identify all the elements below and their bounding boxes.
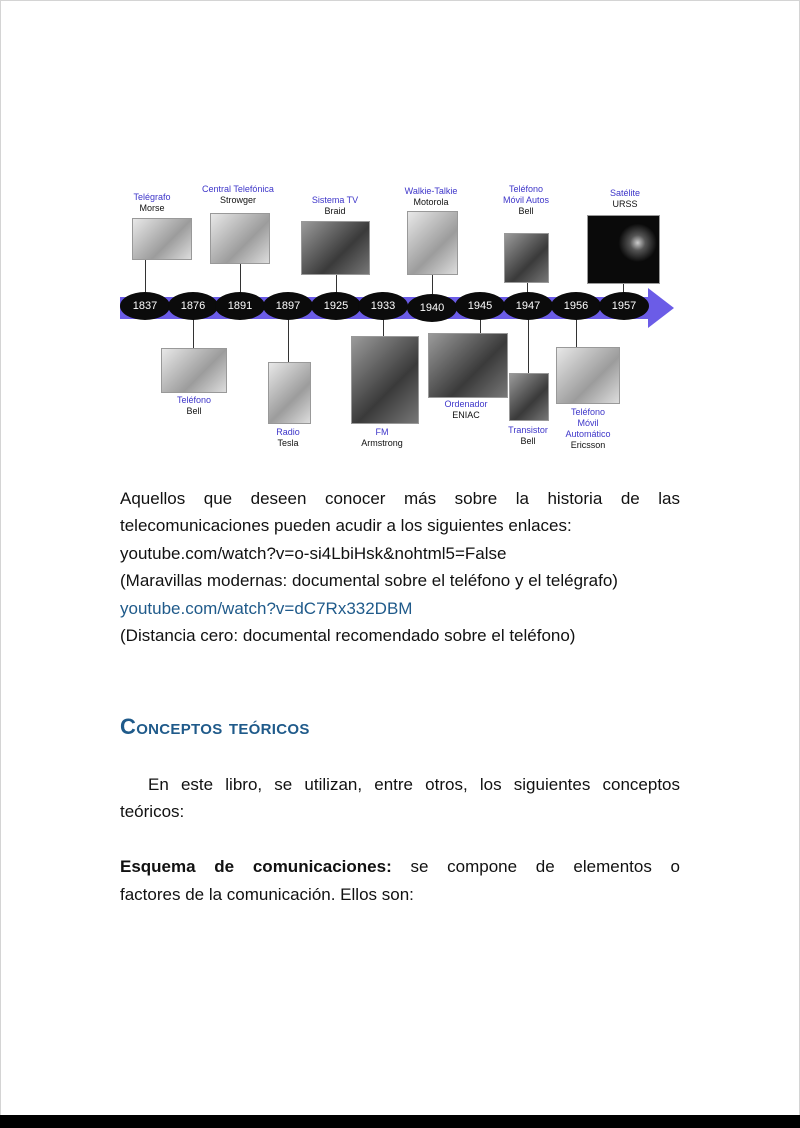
year-marker: 1891	[215, 292, 265, 320]
radio-photo	[268, 362, 311, 424]
video-link-1-description: (Maravillas modernas: documental sobre el teléfono y el telégrafo)	[120, 571, 618, 590]
year-marker: 1957	[599, 292, 649, 320]
connector-line	[336, 273, 337, 294]
connector-line	[193, 318, 194, 348]
car-phone-photo	[504, 233, 549, 283]
video-link-1[interactable]: youtube.com/watch?v=o-si4LbiHsk&nohtml5=False	[120, 544, 507, 563]
telephone-photo	[161, 348, 227, 393]
telegraph-photo	[132, 218, 192, 260]
connector-line	[240, 262, 241, 294]
year-marker: 1956	[551, 292, 601, 320]
timeline-arrow-head	[648, 288, 674, 328]
paragraph-line-2: teóricos:	[120, 802, 185, 821]
timeline-label: Teléfono Bell	[176, 395, 212, 416]
timeline-label: Transistor Bell	[508, 425, 548, 446]
timeline-label: Walkie-Talkie Motorola	[404, 186, 458, 207]
connector-line	[576, 318, 577, 347]
year-marker: 1837	[120, 292, 170, 320]
connector-line	[145, 258, 146, 294]
connector-line	[432, 273, 433, 294]
timeline-label: Central Telefónica Strowger	[202, 184, 274, 205]
year-marker: 1945	[455, 292, 505, 320]
section-heading: Conceptos teóricos	[120, 714, 310, 739]
timeline-label: Sistema TV Braid	[311, 195, 359, 216]
connector-line	[383, 318, 384, 336]
eniac-photo	[428, 333, 508, 398]
video-link-2-description: (Distancia cero: documental recomendado sobre el teléfono)	[120, 626, 576, 645]
definition-text: se compone de elementos o	[391, 857, 680, 876]
timeline-label: Teléfono Móvil Automático Ericsson	[565, 407, 611, 450]
definition-term: Esquema de comunicaciones:	[120, 857, 392, 876]
year-marker: 1925	[311, 292, 361, 320]
timeline-label: Radio Tesla	[276, 427, 300, 448]
timeline-label: FM Armstrong	[361, 427, 403, 448]
connector-line	[288, 318, 289, 362]
intro-line-1: Aquellos que deseen conocer más sobre la historia de las	[120, 489, 680, 508]
video-link-2[interactable]: youtube.com/watch?v=dC7Rx332DBM	[120, 599, 413, 618]
tv-system-photo	[301, 221, 370, 275]
switchboard-photo	[210, 213, 270, 264]
year-marker: 1876	[168, 292, 218, 320]
year-marker: 1947	[503, 292, 553, 320]
satellite-photo	[587, 215, 660, 284]
intro-line-2: telecomunicaciones pueden acudir a los siguientes enlaces:	[120, 516, 572, 535]
mobile-phone-photo	[556, 347, 620, 404]
definition-line-2: factores de la comunicación. Ellos son:	[120, 885, 414, 904]
timeline-label: Telégrafo Morse	[133, 192, 171, 213]
connector-line	[480, 318, 481, 333]
connector-line	[528, 318, 529, 373]
timeline-label: Teléfono Móvil Autos Bell	[502, 184, 550, 216]
year-marker: 1940	[407, 294, 457, 322]
definition-line-1	[120, 853, 680, 881]
year-marker: 1933	[358, 292, 408, 320]
year-marker: 1897	[263, 292, 313, 320]
walkie-talkie-photo	[407, 211, 458, 275]
timeline-label: Ordenador ENIAC	[444, 399, 488, 420]
bottom-bar	[0, 1115, 800, 1128]
paragraph-line-1: En este libro, se utilizan, entre otros, los siguientes conceptos	[148, 775, 680, 794]
timeline-label: Satélite URSS	[609, 188, 641, 209]
